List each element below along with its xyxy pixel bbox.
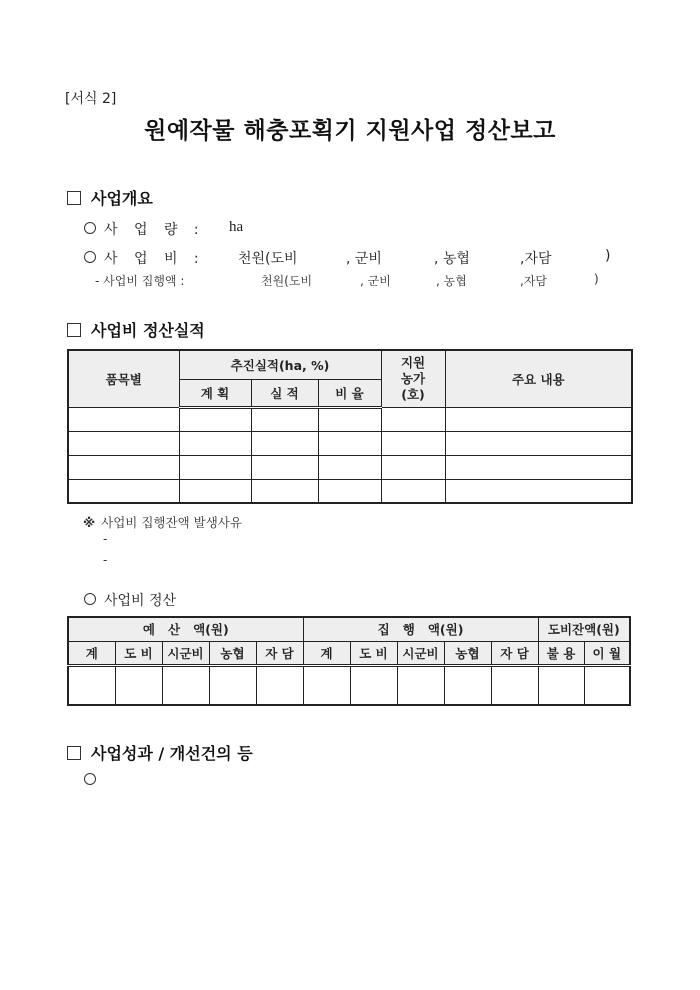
cell[interactable] (444, 665, 491, 705)
cell[interactable] (251, 455, 318, 479)
table-row (68, 479, 632, 503)
cell[interactable] (68, 431, 179, 455)
note-line: - (103, 532, 108, 546)
table-row (68, 431, 632, 455)
header-nonghyup: 농협 (444, 641, 491, 665)
header-content: 주요 내용 (445, 350, 632, 407)
cell[interactable] (445, 479, 632, 503)
cell[interactable] (318, 407, 381, 431)
cell[interactable] (209, 665, 256, 705)
header-provincial-remain: 도비잔액(원) (538, 617, 630, 641)
business-cost-line: 사 업 비 : (84, 248, 205, 268)
section-overview-heading: 사업개요 (67, 186, 153, 209)
cell[interactable] (318, 479, 381, 503)
cell[interactable] (381, 455, 445, 479)
checkbox-icon (67, 323, 81, 337)
exec-self: ,자담 (520, 274, 547, 288)
header-ratio: 비 율 (318, 379, 381, 407)
exec-unit: 천원(도비 (261, 274, 313, 288)
cell[interactable] (68, 455, 179, 479)
header-provincial: 도 비 (350, 641, 397, 665)
header-actual: 실 적 (251, 379, 318, 407)
exec-close: ) (594, 272, 599, 286)
reference-mark-icon: ※ (83, 515, 96, 530)
exec-gun: , 군비 (360, 274, 391, 288)
header-county: 시군비 (397, 641, 444, 665)
cell[interactable] (381, 407, 445, 431)
cell[interactable] (251, 479, 318, 503)
cell[interactable] (179, 431, 251, 455)
cell[interactable] (584, 665, 630, 705)
cell[interactable] (68, 665, 115, 705)
checkbox-icon (67, 191, 81, 205)
cell[interactable] (162, 665, 209, 705)
header-self: 자 담 (256, 641, 303, 665)
cell[interactable] (68, 407, 179, 431)
form-number: [서식 2] (65, 91, 117, 107)
header-item: 품목별 (68, 350, 179, 407)
cell[interactable] (68, 479, 179, 503)
cell[interactable] (538, 665, 584, 705)
note-line: - (103, 553, 108, 567)
cost-self: ,자담 (520, 251, 552, 267)
header-total: 계 (68, 641, 115, 665)
settlement-table (67, 616, 631, 706)
cell[interactable] (251, 407, 318, 431)
checkbox-icon (67, 746, 81, 760)
cell[interactable] (179, 455, 251, 479)
business-volume-line: 사 업 량 : (84, 219, 205, 239)
cell[interactable] (251, 431, 318, 455)
section-settlement-heading: 사업비 정산실적 (67, 318, 205, 341)
header-unused: 불 용 (538, 641, 584, 665)
cell[interactable] (256, 665, 303, 705)
cost-unit: 천원(도비 (238, 251, 298, 267)
executed-label: - 사업비 집행액 : (95, 274, 185, 288)
header-plan: 계 획 (179, 379, 251, 407)
cell[interactable] (318, 455, 381, 479)
cell[interactable] (179, 407, 251, 431)
cost-gun: , 군비 (346, 251, 382, 267)
cell[interactable] (350, 665, 397, 705)
document-title: 원예작물 해충포획기 지원사업 정산보고 (144, 118, 556, 144)
header-farms: 지원 농가 (호) (381, 350, 445, 407)
circle-bullet-icon (84, 773, 96, 785)
table-row (68, 455, 632, 479)
cell[interactable] (445, 455, 632, 479)
results-item (84, 773, 104, 789)
cost-nonghyup: , 농협 (434, 251, 470, 267)
cell[interactable] (303, 665, 350, 705)
header-nonghyup: 농협 (209, 641, 256, 665)
table-row (68, 407, 632, 431)
cell[interactable] (115, 665, 162, 705)
balance-reason-note: ※ 사업비 집행잔액 발생사유 (83, 515, 242, 530)
header-county: 시군비 (162, 641, 209, 665)
header-total: 계 (303, 641, 350, 665)
section-results-heading: 사업성과 / 개선건의 등 (67, 741, 253, 764)
cell[interactable] (445, 431, 632, 455)
performance-table (67, 349, 633, 504)
cell[interactable] (397, 665, 444, 705)
cell[interactable] (445, 407, 632, 431)
circle-bullet-icon (84, 222, 96, 234)
circle-bullet-icon (84, 593, 96, 605)
cell[interactable] (491, 665, 538, 705)
header-budget: 예 산 액(원) (68, 617, 303, 641)
circle-bullet-icon (84, 251, 96, 263)
cost-close: ) (605, 248, 611, 264)
header-provincial: 도 비 (115, 641, 162, 665)
business-volume-unit: ha (229, 219, 244, 235)
table-row (68, 665, 630, 705)
cell[interactable] (318, 431, 381, 455)
header-self: 자 담 (491, 641, 538, 665)
header-carryover: 이 월 (584, 641, 630, 665)
cell[interactable] (179, 479, 251, 503)
cell[interactable] (381, 479, 445, 503)
settlement-subheading: 사업비 정산 (84, 590, 176, 610)
header-progress: 추진실적(ha, %) (179, 350, 381, 379)
cell[interactable] (381, 431, 445, 455)
header-execution: 집 행 액(원) (303, 617, 538, 641)
exec-nonghyup: , 농협 (436, 274, 467, 288)
